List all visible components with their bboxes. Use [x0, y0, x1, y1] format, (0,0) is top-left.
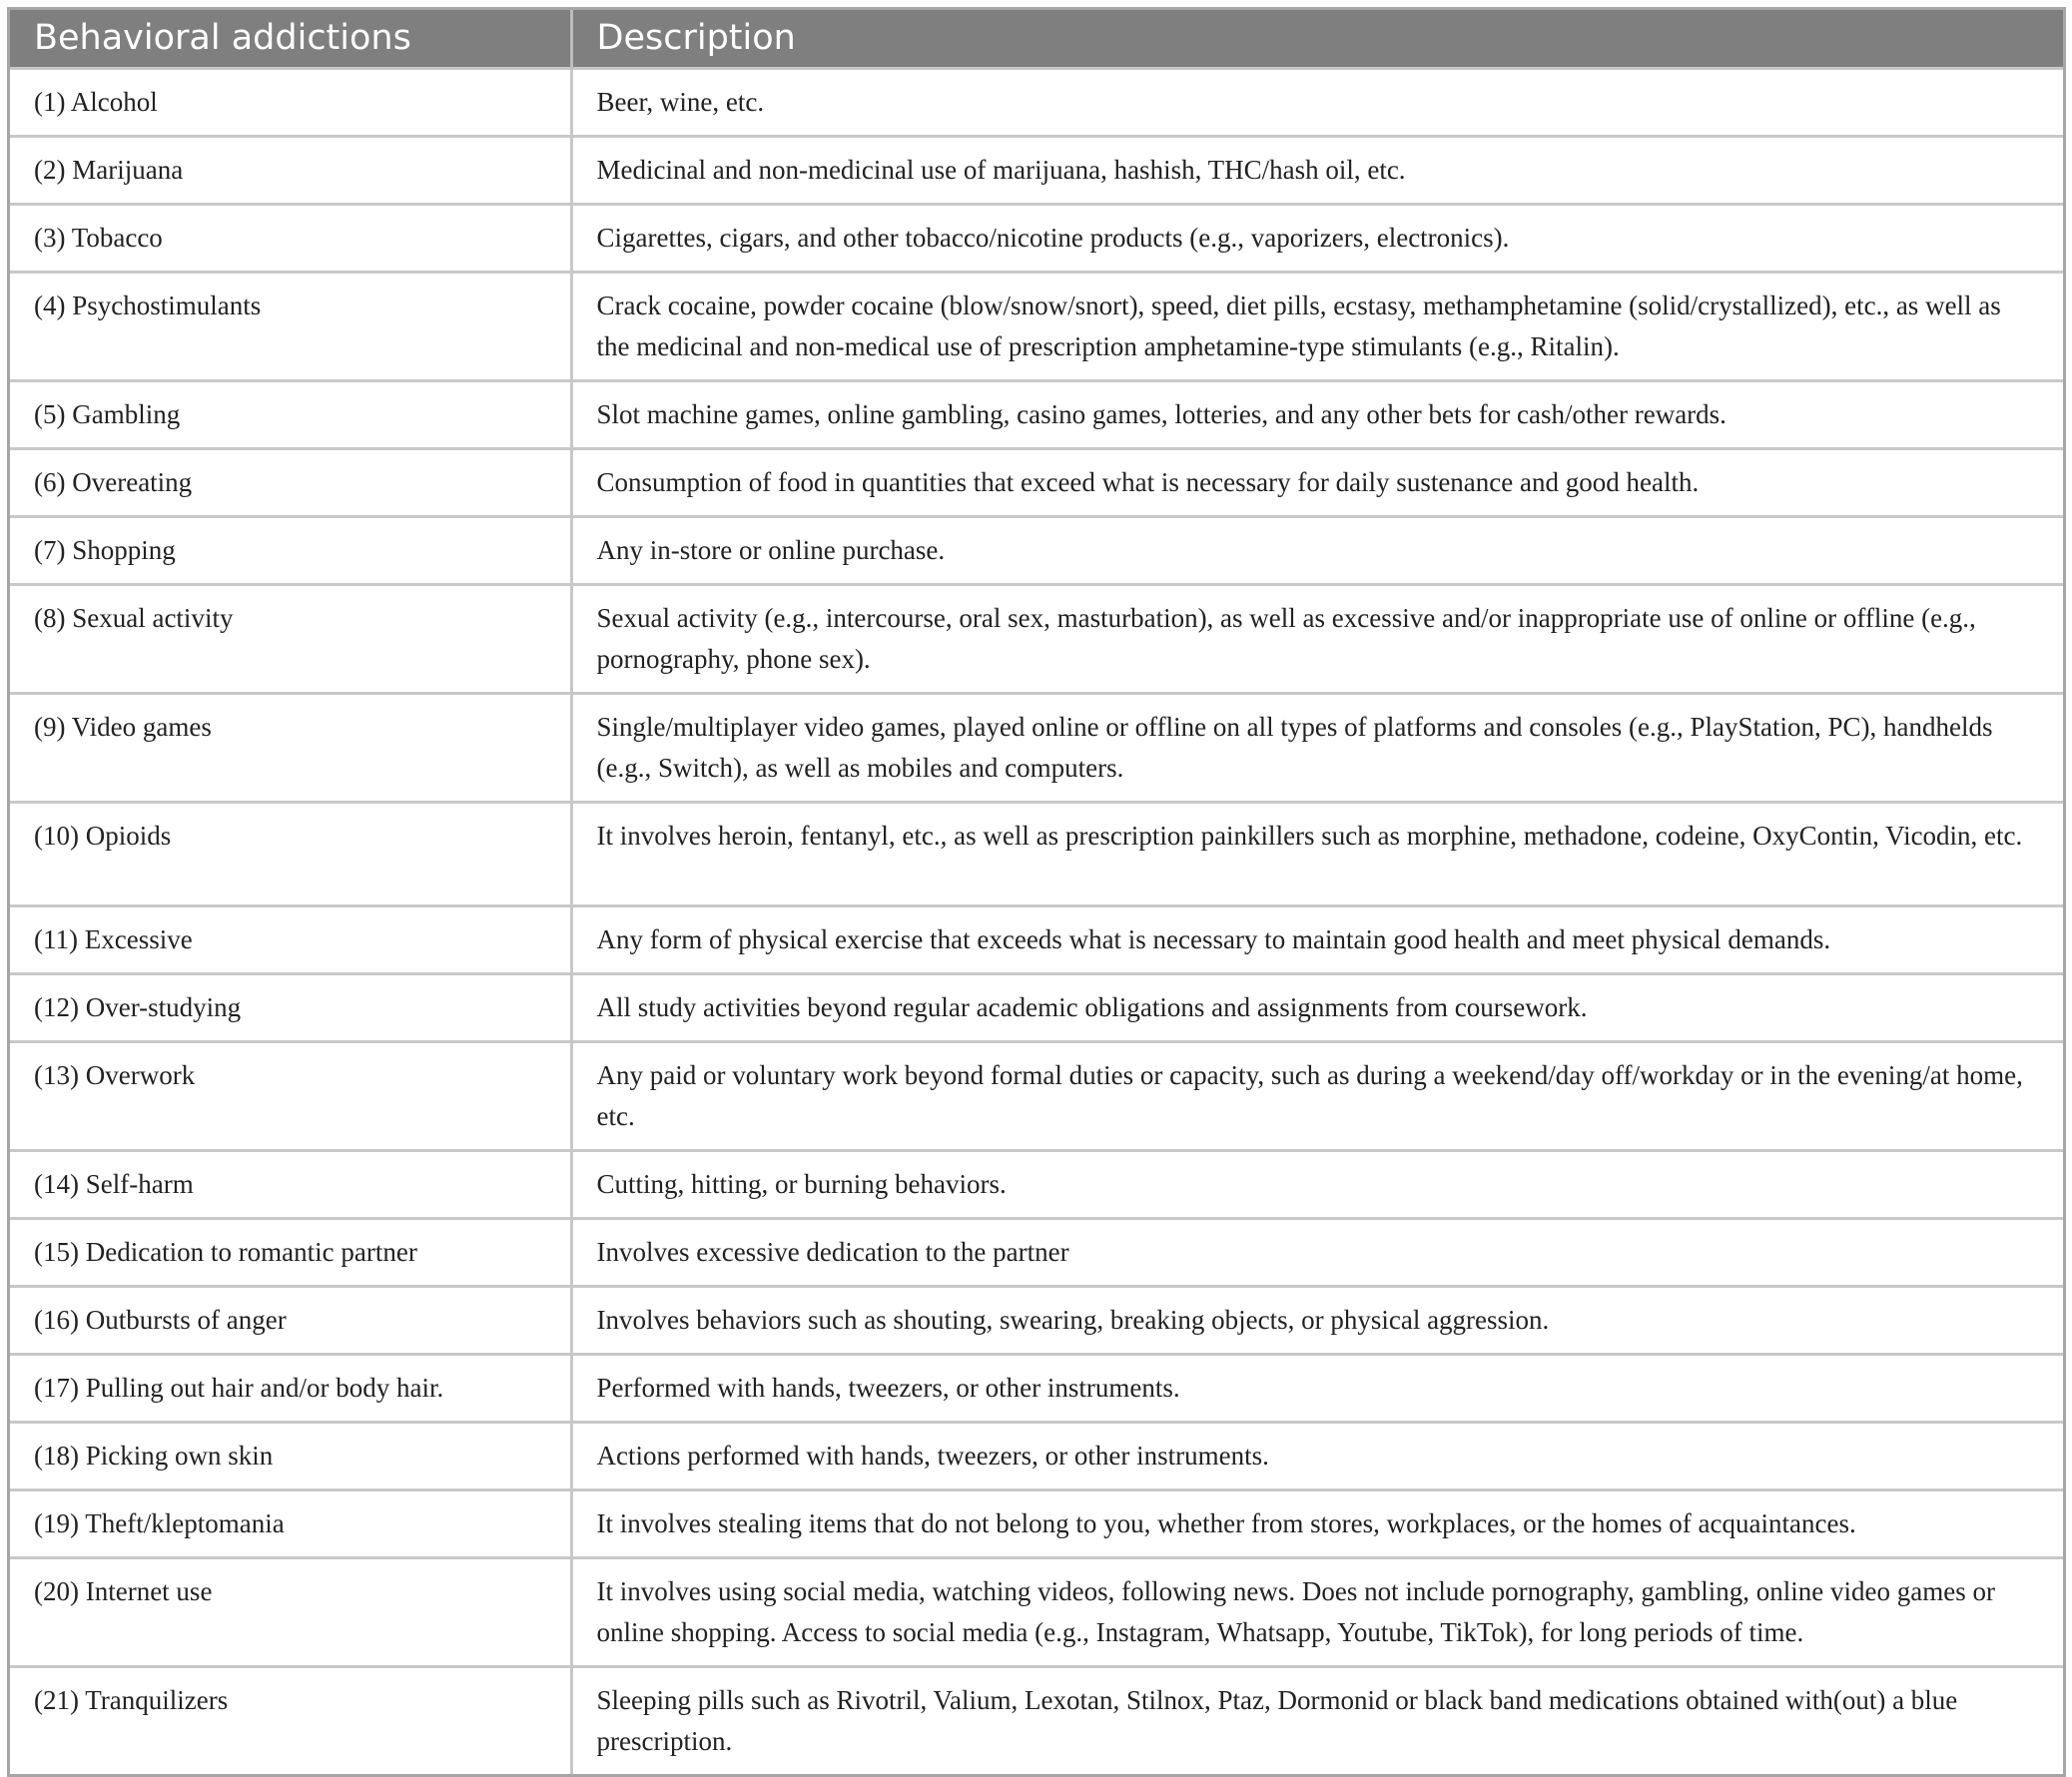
table-row	[10, 1489, 2063, 1557]
addiction-name: (9) Video games	[10, 693, 571, 802]
table-row	[10, 68, 2063, 136]
addictions-table	[10, 10, 2063, 1774]
table-row	[10, 1422, 2063, 1489]
table-row	[10, 204, 2063, 272]
addiction-description: Any paid or voluntary work beyond formal duties or capacity, such as during a weekend/day off/workday or in the evening/at home, etc.	[571, 1041, 2063, 1150]
addictions-table-container	[7, 7, 2066, 1777]
addiction-name: (12) Over-studying	[10, 973, 571, 1041]
table-row	[10, 272, 2063, 380]
table-row	[10, 448, 2063, 516]
header-description: Description	[571, 10, 2063, 68]
table-row	[10, 516, 2063, 584]
addiction-description: Any form of physical exercise that exceeds what is necessary to maintain good health and meet physical demands.	[571, 905, 2063, 973]
table-row	[10, 1354, 2063, 1422]
header-behavioral-addictions: Behavioral addictions	[10, 10, 571, 68]
table-row	[10, 1218, 2063, 1286]
table-row	[10, 973, 2063, 1041]
addiction-name: (6) Overeating	[10, 448, 571, 516]
addiction-description: It involves using social media, watching videos, following news. Does not include pornography, gambling, online video games or online shopping. Access to social media (e.g., Instagram, Whatsapp, Youtube, TikTok), for long periods of time.	[571, 1557, 2063, 1666]
table-row	[10, 1150, 2063, 1218]
addiction-name: (14) Self-harm	[10, 1150, 571, 1218]
addiction-description: Medicinal and non-medicinal use of marijuana, hashish, THC/hash oil, etc.	[571, 136, 2063, 204]
table-row	[10, 380, 2063, 448]
addiction-description: It involves stealing items that do not belong to you, whether from stores, workplaces, or the homes of acquaintances.	[571, 1489, 2063, 1557]
addiction-description: Actions performed with hands, tweezers, or other instruments.	[571, 1422, 2063, 1489]
table-row	[10, 136, 2063, 204]
table-row	[10, 1557, 2063, 1666]
addiction-description: Performed with hands, tweezers, or other instruments.	[571, 1354, 2063, 1422]
addiction-name: (4) Psychostimulants	[10, 272, 571, 380]
addiction-description: Cutting, hitting, or burning behaviors.	[571, 1150, 2063, 1218]
table-row	[10, 802, 2063, 905]
addiction-description: Sexual activity (e.g., intercourse, oral sex, masturbation), as well as excessive and/or inappropriate use of online or offline (e.g., pornography, phone sex).	[571, 584, 2063, 693]
addiction-description: Crack cocaine, powder cocaine (blow/snow/snort), speed, diet pills, ecstasy, methamphetamine (solid/crystallized), etc., as well as the medicinal and non-medical use of prescription amphetamine-type stimulants (e.g., Ritalin).	[571, 272, 2063, 380]
addiction-name: (10) Opioids	[10, 802, 571, 905]
table-body	[10, 68, 2063, 1774]
addiction-name: (3) Tobacco	[10, 204, 571, 272]
addiction-description: Any in-store or online purchase.	[571, 516, 2063, 584]
addiction-name: (13) Overwork	[10, 1041, 571, 1150]
table-row	[10, 1286, 2063, 1354]
table-row	[10, 693, 2063, 802]
addiction-description: Single/multiplayer video games, played online or offline on all types of platforms and consoles (e.g., PlayStation, PC), handhelds (e.g., Switch), as well as mobiles and computers.	[571, 693, 2063, 802]
addiction-name: (16) Outbursts of anger	[10, 1286, 571, 1354]
header-row	[10, 10, 2063, 68]
addiction-description: Cigarettes, cigars, and other tobacco/nicotine products (e.g., vaporizers, electronics).	[571, 204, 2063, 272]
addiction-description: It involves heroin, fentanyl, etc., as well as prescription painkillers such as morphine, methadone, codeine, OxyContin, Vicodin, etc.	[571, 802, 2063, 905]
addiction-name: (21) Tranquilizers	[10, 1666, 571, 1774]
addiction-name: (5) Gambling	[10, 380, 571, 448]
addiction-name: (20) Internet use	[10, 1557, 571, 1666]
addiction-description: Slot machine games, online gambling, casino games, lotteries, and any other bets for cash/other rewards.	[571, 380, 2063, 448]
addiction-name: (15) Dedication to romantic partner	[10, 1218, 571, 1286]
table-row	[10, 905, 2063, 973]
addiction-description: Involves behaviors such as shouting, swearing, breaking objects, or physical aggression.	[571, 1286, 2063, 1354]
addiction-description: All study activities beyond regular academic obligations and assignments from coursework.	[571, 973, 2063, 1041]
addiction-name: (1) Alcohol	[10, 68, 571, 136]
table-header	[10, 10, 2063, 68]
addiction-name: (11) Excessive	[10, 905, 571, 973]
table-row	[10, 584, 2063, 693]
addiction-name: (8) Sexual activity	[10, 584, 571, 693]
table-row	[10, 1666, 2063, 1774]
table-row	[10, 1041, 2063, 1150]
addiction-description: Involves excessive dedication to the partner	[571, 1218, 2063, 1286]
addiction-name: (19) Theft/kleptomania	[10, 1489, 571, 1557]
addiction-name: (2) Marijuana	[10, 136, 571, 204]
addiction-description: Beer, wine, etc.	[571, 68, 2063, 136]
addiction-name: (18) Picking own skin	[10, 1422, 571, 1489]
addiction-name: (17) Pulling out hair and/or body hair.	[10, 1354, 571, 1422]
addiction-description: Sleeping pills such as Rivotril, Valium, Lexotan, Stilnox, Ptaz, Dormonid or black band medications obtained with(out) a blue prescription.	[571, 1666, 2063, 1774]
addiction-name: (7) Shopping	[10, 516, 571, 584]
addiction-description: Consumption of food in quantities that exceed what is necessary for daily sustenance and good health.	[571, 448, 2063, 516]
